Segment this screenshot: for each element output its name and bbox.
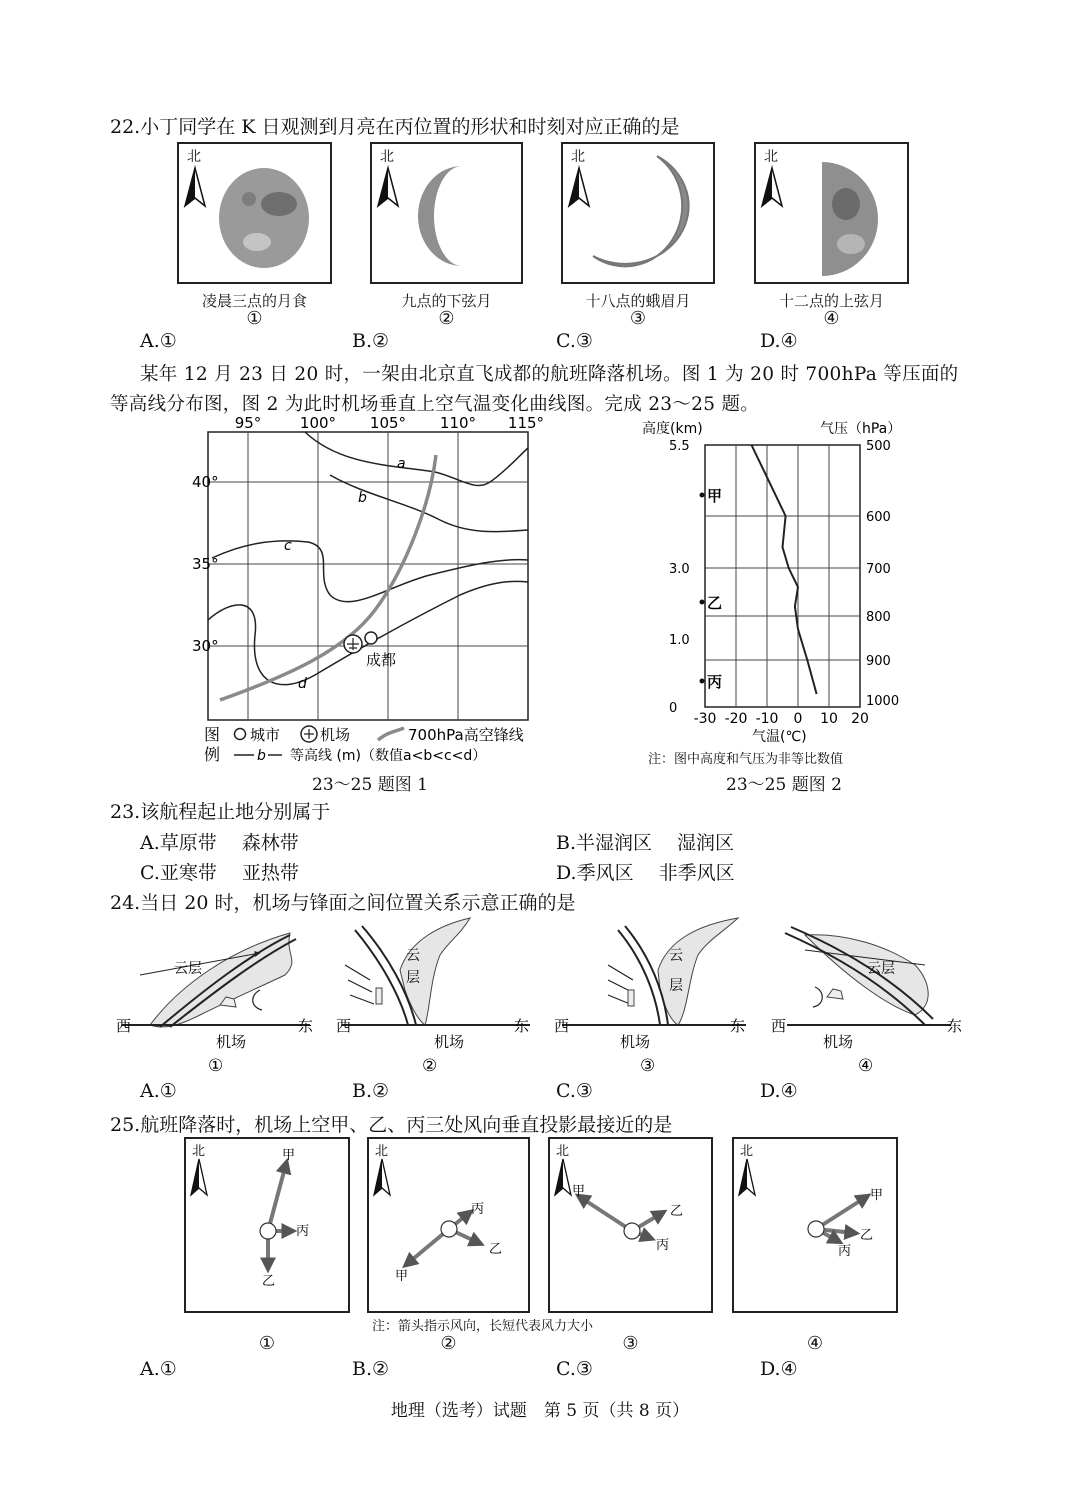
- lat-label: 30°: [192, 637, 219, 655]
- west-label: 西: [771, 1017, 787, 1035]
- fig2-ylabel-right: 气压（hPa）: [820, 421, 902, 437]
- q22-stem: 22.小丁同学在 K 日观测到月亮在丙位置的形状和时刻对应正确的是: [110, 116, 680, 138]
- lat-label: 35°: [192, 555, 219, 573]
- fig1-caption: 23～25 题图 1: [312, 775, 428, 795]
- airport-icon: [808, 1221, 824, 1237]
- moon-disc: [219, 168, 309, 268]
- q24-stem: 24.当日 20 时，机场与锋面之间位置关系示意正确的是: [110, 892, 576, 914]
- wind-panel-4: [732, 1137, 898, 1313]
- wind-panel-1: [184, 1137, 350, 1313]
- q22-option-c[interactable]: C.③: [556, 330, 593, 352]
- legend-contour-sample: b: [257, 748, 266, 764]
- east-label: 东: [298, 1017, 314, 1035]
- wind-num-4: ④: [806, 1333, 824, 1354]
- west-label: 西: [116, 1017, 132, 1035]
- contour-label-b: b: [358, 490, 367, 506]
- q25-stem: 25.航班降落时，机场上空甲、乙、丙三处风向垂直投影最接近的是: [110, 1114, 673, 1136]
- fig1-contour-map: [190, 410, 550, 805]
- moon-panel-1: [177, 142, 332, 284]
- fig2-x-tick: -30: [693, 711, 717, 727]
- label-yi: 乙: [860, 1228, 874, 1243]
- contour-label-d: d: [298, 676, 307, 692]
- wind-num-3: ③: [622, 1333, 639, 1354]
- fig2-x-tick: -20: [724, 711, 748, 727]
- q25-option-d[interactable]: D.④: [760, 1358, 798, 1380]
- label-bing: 丙: [656, 1238, 670, 1253]
- q25-option-b[interactable]: B.②: [352, 1358, 390, 1380]
- fig2-note: 注：图中高度和气压为非等比数值: [648, 752, 844, 767]
- moon-eclipse-figure: [179, 144, 330, 282]
- wind-arrow-jia: [580, 1197, 632, 1231]
- fig2-left-tick: 1.0: [669, 633, 690, 648]
- airport-label: 机场: [620, 1033, 651, 1051]
- east-label: 东: [730, 1017, 746, 1035]
- lon-label: 105°: [369, 414, 407, 432]
- contour-label-c: c: [284, 538, 292, 554]
- q23-option-a[interactable]: A.草原带 森林带: [140, 832, 299, 854]
- q24-option-a[interactable]: A.①: [140, 1080, 177, 1102]
- fig2-point-dot: [700, 679, 705, 684]
- fig2-point-dot: [700, 493, 705, 498]
- fig2-left-tick: 0: [669, 701, 678, 716]
- q23-stem: 23.该航程起止地分别属于: [110, 801, 331, 823]
- city-icon: [365, 632, 377, 644]
- fig2-right-tick: 600: [866, 510, 891, 525]
- north-label: 北: [192, 1144, 206, 1159]
- fig2-grid: [705, 445, 860, 707]
- cloud-label-2: 层: [406, 970, 420, 986]
- q25-option-c[interactable]: C.③: [556, 1358, 593, 1380]
- wind-arrow-jia: [268, 1164, 286, 1231]
- diagram-num: ③: [640, 1056, 656, 1075]
- fig2-right-tick: 900: [866, 654, 891, 669]
- north-label: 北: [764, 149, 778, 165]
- fig2-right-tick: 1000: [866, 694, 900, 709]
- fig2-left-tick: 5.5: [669, 439, 690, 454]
- legend-title: 图: [204, 725, 221, 744]
- wind-num-2: ②: [440, 1333, 457, 1354]
- fig2-point-dot: [700, 600, 705, 605]
- fig2-point-label: 甲: [707, 487, 723, 505]
- cloud-shape: [150, 933, 292, 1027]
- west-label: 西: [554, 1017, 570, 1035]
- q24-option-c[interactable]: C.③: [556, 1080, 593, 1102]
- north-label: 北: [571, 149, 585, 165]
- fig2-x-tick: 20: [851, 711, 869, 727]
- wind-num-1: ①: [258, 1333, 276, 1354]
- fig2-x-tick: 0: [793, 711, 803, 727]
- city-label: 成都: [366, 651, 397, 669]
- moon-num-3: ③: [629, 308, 647, 329]
- wind-panel-2: [367, 1137, 530, 1313]
- map-frame: [208, 432, 528, 720]
- front-diagram-3: [548, 910, 763, 1075]
- q25-option-a[interactable]: A.①: [140, 1358, 177, 1380]
- label-jia: 甲: [572, 1184, 586, 1199]
- intro-line-2: 等高线分布图，图 2 为此时机场垂直上空气温变化曲线图。完成 23～25 题。: [110, 394, 760, 415]
- moon-panel-2: [370, 142, 523, 284]
- moon-num-4: ④: [823, 308, 840, 329]
- airport-icon: [624, 1223, 640, 1239]
- q25-note: 注：箭头指示风向，长短代表风力大小: [372, 1319, 594, 1334]
- diagram-num: ②: [422, 1056, 438, 1075]
- airport-label: 机场: [216, 1033, 247, 1051]
- lon-label: 110°: [439, 414, 477, 432]
- label-bing: 丙: [838, 1244, 852, 1259]
- diagram-num: ④: [858, 1056, 874, 1075]
- label-jia: 甲: [870, 1188, 884, 1203]
- fig2-temperature-chart: [620, 415, 920, 755]
- moon-crescent: [418, 166, 462, 266]
- q24-option-b[interactable]: B.②: [352, 1080, 390, 1102]
- cloud-label-2: 层: [669, 978, 683, 994]
- diagram-num: ①: [208, 1056, 224, 1075]
- airport-icon: [260, 1223, 276, 1239]
- fig2-ylabel-left: 高度(km): [642, 421, 703, 437]
- legend-city: 城市: [250, 726, 281, 744]
- legend-title: 例: [204, 745, 221, 764]
- q24-option-d[interactable]: D.④: [760, 1080, 798, 1102]
- q23-option-b[interactable]: B.半湿润区 湿润区: [556, 832, 735, 854]
- front-diagram-1: [110, 915, 325, 1075]
- fig2-xlabel: 气温(℃): [752, 729, 807, 745]
- cloud-label: 云层: [174, 961, 202, 977]
- moon-panel-3: [561, 142, 715, 284]
- cloud-label: 云层: [867, 961, 895, 977]
- moon-crescent-eyebrow-figure: [563, 144, 713, 282]
- label-jia: 甲: [282, 1148, 296, 1163]
- label-jia: 甲: [395, 1269, 409, 1284]
- lon-label: 95°: [234, 414, 262, 432]
- north-label: 北: [380, 149, 394, 165]
- label-bing: 丙: [471, 1202, 485, 1217]
- wind-arrow-jia: [816, 1197, 866, 1229]
- q23-option-c[interactable]: C.亚寒带 亚热带: [140, 862, 299, 884]
- legend-front-icon: [378, 728, 404, 740]
- q22-option-d[interactable]: D.④: [760, 330, 798, 352]
- wind-panel-3: [548, 1137, 713, 1313]
- moon-caption-3: 十八点的蛾眉月: [585, 292, 691, 310]
- fig2-caption: 23～25 题图 2: [726, 775, 842, 795]
- lon-label: 100°: [299, 414, 337, 432]
- moon-crescent: [593, 156, 689, 266]
- north-label: 北: [187, 149, 201, 165]
- label-yi: 乙: [262, 1274, 276, 1289]
- contour-label-a: a: [397, 456, 406, 472]
- cloud-shape: [658, 918, 738, 1025]
- fig2-left-tick: 3.0: [669, 562, 690, 577]
- legend-contour: 等高线 (m)（数值a<b<c<d）: [290, 748, 487, 764]
- intro-line-1: 某年 12 月 23 日 20 时，一架由北京直飞成都的航班降落机场。图 1 为 20 时 700hPa 等压面的: [140, 364, 959, 385]
- legend-city-icon: [235, 729, 246, 740]
- north-label: 北: [375, 1144, 389, 1159]
- front-diagram-2: [330, 910, 545, 1075]
- moon-caption-4: 十二点的上弦月: [778, 292, 884, 310]
- q23-option-d[interactable]: D.季风区 非季风区: [556, 862, 735, 884]
- fig2-right-tick: 800: [866, 610, 891, 625]
- fig2-frame: [705, 445, 860, 707]
- front-diagram-4: [765, 915, 980, 1075]
- west-label: 西: [336, 1017, 352, 1035]
- lat-label: 40°: [192, 473, 219, 491]
- front-surface: [355, 930, 408, 1025]
- label-yi: 乙: [489, 1242, 503, 1257]
- q22-option-a[interactable]: A.①: [140, 330, 177, 352]
- fig2-right-tick: 700: [866, 562, 891, 577]
- moon-num-2: ②: [438, 308, 455, 329]
- moon-last-quarter-figure: [372, 144, 521, 282]
- moon-first-quarter-figure: [756, 144, 907, 282]
- east-label: 东: [514, 1017, 530, 1035]
- lon-label: 115°: [507, 414, 545, 432]
- moon-caption-1: 凌晨三点的月食: [201, 292, 307, 310]
- north-label: 北: [740, 1144, 754, 1159]
- moon-num-1: ①: [246, 308, 263, 329]
- legend-airport: 机场: [320, 726, 351, 744]
- q22-option-b[interactable]: B.②: [352, 330, 390, 352]
- fig2-temp-curve: [752, 445, 817, 694]
- label-yi: 乙: [670, 1204, 684, 1219]
- north-label: 北: [556, 1144, 570, 1159]
- fig2-x-tick: 10: [820, 711, 838, 727]
- airport-label: 机场: [434, 1033, 465, 1051]
- cloud-label-1: 云: [406, 948, 420, 964]
- fig2-right-tick: 500: [866, 439, 891, 454]
- page-footer: 地理（选考）试题 第 5 页（共 8 页）: [390, 1401, 690, 1421]
- moon-caption-2: 九点的下弦月: [401, 292, 492, 310]
- moon-panel-4: [754, 142, 909, 284]
- airport-icon: [441, 1221, 457, 1237]
- fig2-point-label: 乙: [707, 594, 723, 612]
- legend-front: 700hPa高空锋线: [408, 726, 524, 744]
- label-bing: 丙: [296, 1224, 310, 1239]
- cloud-label-1: 云: [669, 948, 683, 964]
- airport-label: 机场: [823, 1033, 854, 1051]
- fig2-x-tick: -10: [755, 711, 779, 727]
- fig2-point-label: 丙: [707, 673, 723, 691]
- east-label: 东: [947, 1017, 963, 1035]
